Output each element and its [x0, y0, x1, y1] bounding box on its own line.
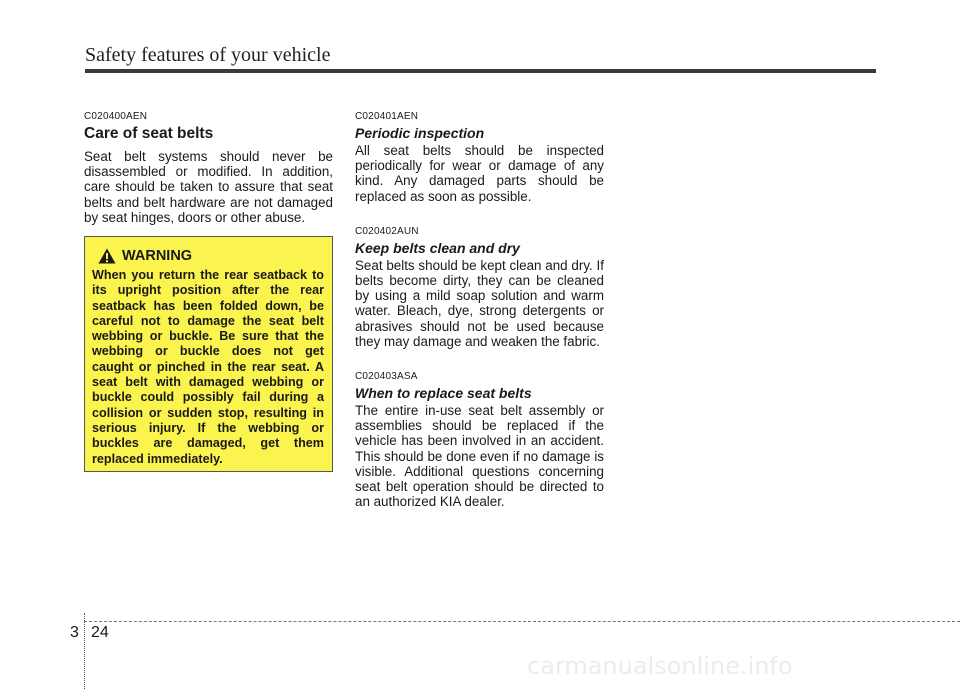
section-heading: Periodic inspection: [355, 125, 485, 141]
footer-section-number: 3: [70, 624, 79, 641]
warning-box: [84, 236, 333, 472]
section-heading: Keep belts clean and dry: [355, 239, 520, 256]
section-code: C020400AEN: [84, 111, 148, 122]
right-column: [355, 111, 604, 531]
watermark: carmanualsonline.info: [527, 652, 793, 680]
header-rule: [85, 69, 876, 73]
section-periodic-inspection: [355, 111, 604, 204]
section-when-to-replace: [355, 371, 604, 509]
section-code: C020403ASA: [355, 371, 418, 383]
left-column: [84, 111, 333, 225]
warning-triangle-icon: [98, 248, 116, 264]
warning-text: When you return the rear seatback to its upright position after the rear seatback has been folded down, be careful not to damage the seat belt webbing or buckle. Be sure that the webbing or buckle does not get caught or pinched in the rear seat. A seat belt with damaged webbing or buckle could possibly fail during a collision or sudden stop, resulting in serious injury. If the webbing or buckles are damaged, get them replaced immediately.: [92, 268, 324, 466]
section-paragraph: Seat belts should be kept clean and dry. If belts become dirty, they can be cleaned by using a mild soap solution and warm water. Bleach, dye, strong detergents or abrasives should not be used because they may damage and weaken the fabric.: [355, 257, 604, 349]
section-paragraph: Seat belt systems should never be disassembled or modified. In addition, care should be taken to assure that seat belts and belt hardware are not damaged by seat hinges, doors or other abuse.: [84, 149, 333, 225]
section-paragraph: All seat belts should be inspected periodically for wear or damage of any kind. Any damaged parts should be replaced as soon as possible.: [355, 143, 604, 204]
section-heading: Care of seat belts: [84, 125, 214, 142]
warning-label: WARNING: [122, 248, 193, 264]
footer-page-number: 24: [91, 624, 109, 641]
section-code: C020401AEN: [355, 111, 419, 122]
section-code: C020402AUN: [355, 225, 419, 237]
section-heading: When to replace seat belts: [355, 385, 532, 402]
footer-divider: [84, 613, 85, 689]
footer-rule: [84, 621, 960, 622]
section-keep-belts-clean: [355, 226, 604, 349]
page-header-title: Safety features of your vehicle: [85, 44, 331, 66]
warning-header: [98, 248, 324, 264]
section-paragraph: The entire in-use seat belt assembly or assemblies should be replaced if the vehicle has been involved in an accident. This should be done even if no damage is visible. Additional questions concerning seat belt operation should be directed to an authorized KIA dealer.: [355, 403, 604, 510]
